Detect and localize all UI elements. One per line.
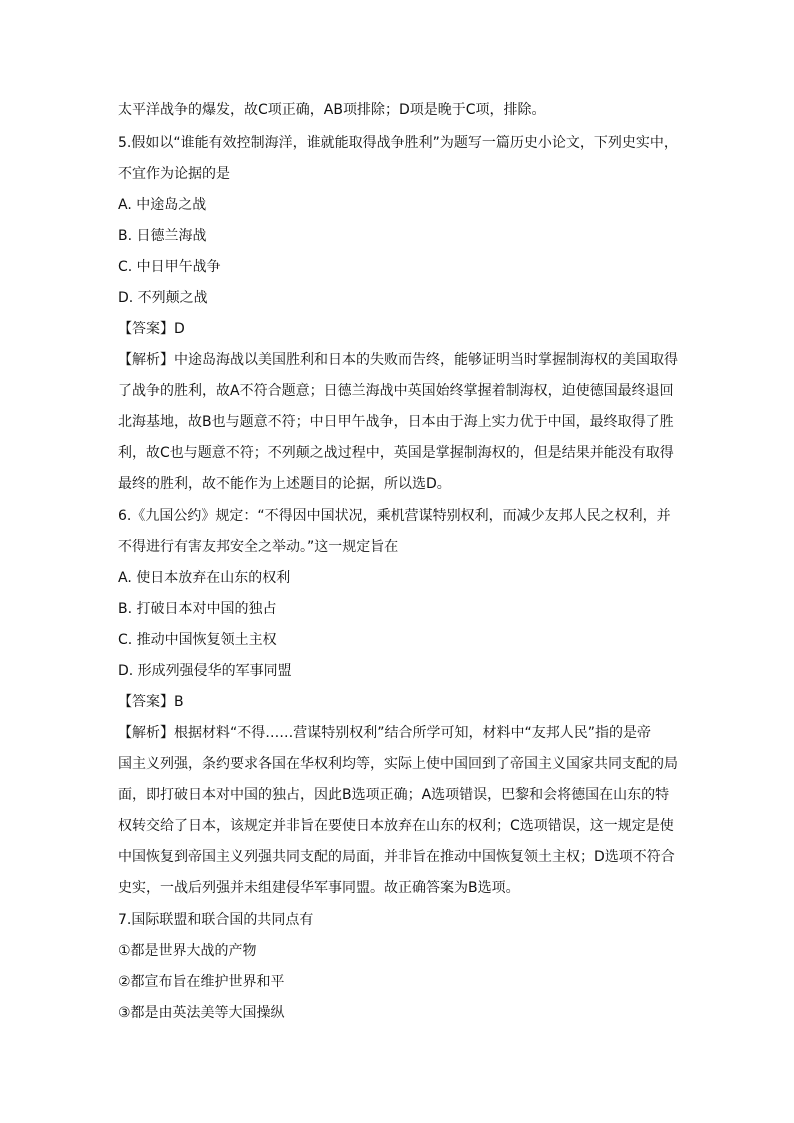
- option-a: A. 使日本放弃在山东的权利: [118, 570, 291, 586]
- analysis-line: 了战争的胜利，故A不符合题意；日德兰海战中英国始终掌握着制海权，迫使德国最终退回: [118, 383, 674, 399]
- analysis-line: 国主义列强，条约要求各国在华权利均等，实际上使中国回到了帝国主义国家共同支配的局: [118, 756, 678, 772]
- analysis-line: 面，即打破日本对中国的独占，因此B选项正确；A选项错误，巴黎和会将德国在山东的特: [118, 787, 670, 803]
- text-line: 太平洋战争的爆发，故C项正确，AB项排除；D项是晚于C项，排除。: [118, 102, 546, 118]
- question-6-stem: 6.《九国公约》规定：“不得因中国状况，乘机营谋特别权利，而减少友邦人民之权利，并: [118, 508, 671, 524]
- statement-1: ①都是世界大战的产物: [118, 943, 257, 959]
- analysis-line: 中国恢复到帝国主义列强共同支配的局面，并非旨在推动中国恢复领土主权；D选项不符合: [118, 849, 675, 865]
- answer-label: 【答案】B: [118, 694, 184, 710]
- option-b: B. 打破日本对中国的独占: [118, 601, 277, 617]
- analysis-line: 史实，一战后列强并未组建侵华军事同盟。故正确答案为B选项。: [118, 880, 520, 896]
- option-c: C. 推动中国恢复领土主权: [118, 632, 277, 648]
- option-d: D. 不列颠之战: [118, 290, 208, 306]
- analysis-line: 最终的胜利，故不能作为上述题目的论据，所以选D。: [118, 476, 451, 492]
- analysis-line: 【解析】中途岛海战以美国胜利和日本的失败而告终，能够证明当时掌握制海权的美国取得: [118, 352, 678, 368]
- option-b: B. 日德兰海战: [118, 228, 207, 244]
- statement-2: ②都宣布旨在维护世界和平: [118, 974, 285, 990]
- question-7-stem: 7.国际联盟和联合国的共同点有: [118, 912, 314, 928]
- option-a: A. 中途岛之战: [118, 197, 207, 213]
- question-5-stem: 5.假如以“谁能有效控制海洋，谁就能取得战争胜利”为题写一篇历史小论文，下列史实中，: [118, 135, 678, 151]
- analysis-line: 利，故C也与题意不符；不列颠之战过程中，英国是掌握制海权的，但是结果并能没有取得: [118, 445, 674, 461]
- option-d: D. 形成列强侵华的军事同盟: [118, 663, 292, 679]
- statement-3: ③都是由英法美等大国操纵: [118, 1005, 285, 1021]
- analysis-line: 权转交给了日本，该规定并非旨在要使日本放弃在山东的权利；C选项错误，这一规定是使: [118, 818, 674, 834]
- option-c: C. 中日甲午战争: [118, 259, 221, 275]
- question-6-stem-cont: 不得进行有害友邦安全之举动。”这一规定旨在: [118, 539, 399, 555]
- question-5-stem-cont: 不宜作为论据的是: [118, 166, 230, 182]
- answer-label: 【答案】D: [118, 321, 185, 337]
- analysis-line: 北海基地，故B也与题意不符；中日甲午战争，日本由于海上实力优于中国，最终取得了胜: [118, 414, 674, 430]
- analysis-line: 【解析】根据材料“不得……营谋特别权利”结合所学可知，材料中“友邦人民”指的是帝: [118, 725, 652, 741]
